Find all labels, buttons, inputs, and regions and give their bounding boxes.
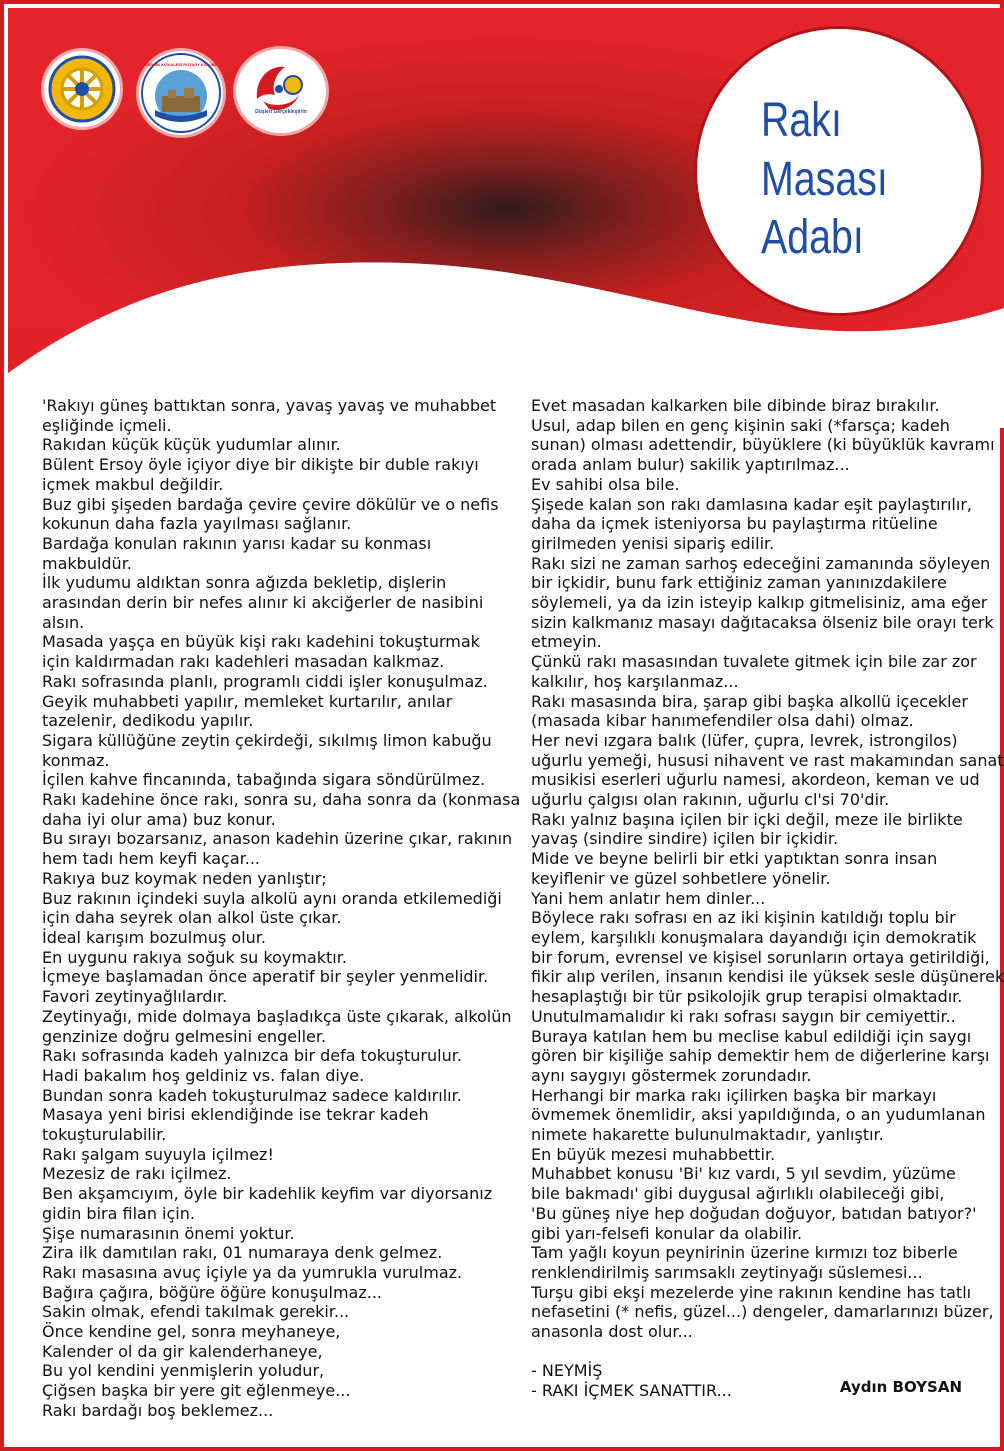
text-line: Buz gibi şişeden bardağa çevire çevire dökülür ve o nefis (42, 494, 499, 514)
text-line: Ben akşamcıyım, öyle bir kadehlik keyfim var diyorsanız (42, 1184, 493, 1204)
text-line: Buraya katılan hem bu meclise kabul edildiği için saygı (531, 1026, 972, 1046)
text-line: Bülent Ersoy öyle içiyor diye bir dikişte bir duble rakıyı (42, 455, 479, 475)
text-line: Muhabbet konusu 'Bi' kız vardı, 5 yıl sevdim, yüzüme (531, 1164, 956, 1184)
text-line: Rakı sofrasında kadeh yalnızca bir defa tokuşturulur. (42, 1046, 462, 1066)
text-line: anasonla dost olur... (531, 1322, 693, 1342)
text-line: sizin kalkmanız masayı dağıtacaksa ölseniz bile orayı terk (531, 612, 994, 632)
text-line: Usul, adap bilen en genç kişinin saki (*farsça; kadeh (531, 415, 950, 435)
text-line: En uygunu rakıya soğuk su koymaktır. (42, 947, 347, 967)
text-line: 'Bu güneş niye hep doğudan doğuyor, batıdan batıyor?' (531, 1203, 977, 1223)
text-line: tokuşturulabilir. (42, 1125, 167, 1145)
text-line: Böylece rakı sofrası en az iki kişinin katıldığı toplu bir (531, 908, 956, 928)
text-line: Bundan sonra kadeh tokuşturulmaz sadece kaldırılır. (42, 1085, 462, 1105)
text-line: Evet masadan kalkarken bile dibinde biraz bırakılır. (531, 396, 940, 415)
text-line: Tam yağlı koyun peynirinin üzerine kırmızı toz biberle (531, 1243, 958, 1263)
text-line: Turşu gibi ekşi mezelerde yine rakının kendine has tatlı (531, 1282, 972, 1302)
text-line: için daha seyrek olan alkol üste çıkar. (42, 908, 342, 928)
text-line: eşliğinde içmeli. (42, 415, 172, 435)
text-line: Çiğsen başka bir yere git eğlenmeye... (42, 1381, 351, 1401)
text-line: sunan) olması adettendir, büyüklere (ki büyüklük kavramı (531, 435, 995, 455)
dreams-logo (236, 49, 326, 133)
text-line: söylemeli, ya da izin isteyip kalkıp gitmelisiniz, ama eğer (531, 593, 988, 613)
text-line: Buz rakının içindeki suyla alkolü aynı oranda etkilemediği (42, 888, 502, 908)
text-line: Mide ve beyne belirli bir etki yaptıktan sonra insan (531, 849, 938, 869)
text-line: eylem, karşılıklı konuşmalara dayandığı için demokratik (531, 927, 977, 947)
text-line: hem tadı hem keyfi kaçar... (42, 849, 261, 869)
text-line: alsın. (42, 612, 85, 632)
text-line: Şişe numarasının önemi yoktur. (42, 1223, 295, 1243)
text-line: Herhangi bir marka rakı içilirken başka bir markayı (531, 1085, 937, 1105)
text-line: Geyik muhabbeti yapılır, memleket kurtarılır, anılar (42, 691, 453, 711)
right-text-column (531, 396, 1004, 1401)
text-line: Hadi bakalım hoş geldiniz vs. falan diye. (42, 1065, 365, 1085)
text-line: Rakıdan küçük küçük yudumlar alınır. (42, 435, 341, 455)
text-line (531, 1342, 981, 1362)
text-line: kokunun daha fazla yayılması sağlanır. (42, 514, 352, 534)
text-line: Mezesiz de rakı içilmez. (42, 1164, 232, 1184)
text-line: Şişede kalan son rakı damlasına kadar eşit paylaştırılır, (531, 494, 972, 514)
text-line: İçilen kahve fincanında, tabağında sigara söndürülmez. (42, 770, 486, 790)
rotary-logo (44, 51, 120, 127)
text-line: girilmeden yenisi sipariş edilir. (531, 533, 775, 553)
text-line: Yani hem anlatır hem dinler... (531, 888, 766, 908)
rotary-wheel-icon (47, 54, 117, 124)
text-line: tazelenir, dedikodu yapılır. (42, 711, 254, 731)
text-line: Ev sahibi olsa bile. (531, 474, 680, 494)
text-line: gidin bira filan için. (42, 1203, 195, 1223)
title-line-2: Masası (760, 153, 888, 206)
text-line: - RAKI İÇMEK SANATTIR... (531, 1381, 732, 1401)
text-line: bile bakmadı' gibi duygusal ağırlıklı olabileceği gibi, (531, 1184, 945, 1204)
text-line: musikisi eserleri uğurlu namesi, akordeon, keman ve ud (531, 770, 980, 790)
left-text-column (42, 396, 521, 1421)
text-line: Her nevi ızgara balık (lüfer, çupra, levrek, istrongilos) (531, 730, 958, 750)
text-line: - NEYMİŞ (531, 1361, 603, 1381)
dreams-caption: Düşleri Gerçekleştirin (255, 109, 307, 115)
text-line: uğurlu çalgısı olan rakının, uğurlu cl'si 70'dir. (531, 790, 890, 810)
text-line: Rakı kadehine önce rakı, sonra su, daha sonra da (konmasa (42, 790, 521, 810)
text-line: Zira ilk damıtılan rakı, 01 numaraya denk gelmez. (42, 1243, 443, 1263)
title-circle (694, 26, 984, 316)
text-line: için kaldırmadan rakı kadehleri masadan kalkmaz. (42, 652, 445, 672)
text-line: fikir alıp verilen, insanın kendisi ile yüksek sesle düşünerek (531, 967, 1004, 987)
text-line: İçmeye başlamadan önce aperatif bir şeyler yenmelidir. (42, 967, 489, 987)
text-line: arasından derin bir nefes alınır ki akciğerler de nasibini (42, 593, 484, 613)
text-line: içmek makbul değildir. (42, 474, 224, 494)
title-line-3: Adabı (760, 211, 864, 264)
text-line: Çünkü rakı masasından tuvalete gitmek için bile zar zor (531, 652, 977, 672)
text-line: Kalender ol da gir kalenderhaneye, (42, 1341, 323, 1361)
author-signature: Aydın BOYSAN (839, 1378, 962, 1396)
text-line: yavaş (sindire sindire) içilen bir içkidir. (531, 829, 839, 849)
text-line: Sigara küllüğüne zeytin çekirdeği, sıkılmış limon kabuğu (42, 730, 492, 750)
text-line: orada anlam bulur) sakilik yaptırılmaz... (531, 455, 850, 475)
title-line-1: Rakı (760, 94, 842, 147)
text-line: 'Rakıyı güneş battıktan sonra, yavaş yavaş ve muhabbet (42, 396, 497, 415)
text-line: hesaplaştığı bir tür psikolojik grup terapisi olmaktadır. (531, 987, 963, 1007)
text-line: Zeytinyağı, mide dolmaya başladıkça üste çıkarak, alkolün (42, 1006, 512, 1026)
text-line: makbuldür. (42, 553, 132, 573)
text-line: gibi yarı-felsefi konular da olabilir. (531, 1223, 803, 1243)
text-line: Bağıra çağıra, böğüre öğüre konuşulmaz... (42, 1282, 382, 1302)
text-line: bir forum, evrensel ve kişisel sorunların ortaya getirildiği, (531, 947, 990, 967)
text-line: övmemek önemlidir, aksi yapıldığında, o an yudumlanan (531, 1105, 986, 1125)
text-line: Rakı şalgam suyuyla içilmez! (42, 1144, 274, 1164)
text-line: Rakı sofrasında planlı, programlı ciddi işler konuşulmaz. (42, 671, 488, 691)
text-line: Masada yaşça en büyük kişi rakı kadehini tokuşturmak (42, 632, 480, 652)
text-line: daha iyi olur ama) buz konur. (42, 809, 276, 829)
text-line: genzinize doğru gelmesini engeller. (42, 1026, 327, 1046)
text-line: Rakıya buz koymak neden yanlıştır; (42, 868, 327, 888)
text-line: Unutulmamalıdır ki rakı sofrası saygın bir cemiyettir.. (531, 1006, 956, 1026)
text-line: Masaya yeni birisi eklendiğinde ise tekrar kadeh (42, 1105, 429, 1125)
text-line: Bu sırayı bozarsanız, anason kadehin üzerine çıkar, rakının (42, 829, 513, 849)
text-line: nefasetini (* nefis, güzel...) dengeler, damarlarınızı büzer, (531, 1302, 994, 1322)
text-line: İlk yudumu aldıktan sonra ağızda bekletip, dişlerin (42, 573, 447, 593)
text-line: Rakı bardağı boş beklemez... (42, 1400, 274, 1420)
text-line: İdeal karışım bozulmuş olur. (42, 927, 266, 947)
text-line: bir içkidir, bunu fark ettiğiniz zaman yanınızdakilere (531, 573, 947, 593)
text-line: etmeyin. (531, 632, 602, 652)
text-line: konmaz. (42, 750, 110, 770)
text-line: En büyük mezesi muhabbettir. (531, 1144, 776, 1164)
text-line: kalkılır, hoş karşılanmaz... (531, 671, 739, 691)
text-line: Rakı masasında bira, şarap gibi başka alkollü içecekler (531, 691, 968, 711)
text-line: uğurlu yemeği, hususi nihavent ve rast makamından sanat (531, 750, 1004, 770)
text-line: Rakı yalnız başına içilen bir içki değil, meze ile birlikte (531, 809, 963, 829)
club-name: MERSİN KIZKALESİ ROTARY KULÜBÜ (144, 62, 218, 67)
text-line: gören bir kişiliğe sahip demektir hem de diğerlerine karşı (531, 1046, 990, 1066)
text-line: Rakı sizi ne zaman sarhoş edeceğini zamanında söyleyen (531, 553, 991, 573)
text-line: keyiflenir ve güzel sohbetlere yönelir. (531, 868, 831, 888)
text-line: Önce kendine gel, sonra meyhaneye, (42, 1322, 341, 1342)
text-line: Rakı masasına avuç içiyle ya da yumrukla vurulmaz. (42, 1262, 463, 1282)
text-line: (masada kibar hanımefendiler olsa dahi) olmaz. (531, 711, 914, 731)
text-line: Bardağa konulan rakının yarısı kadar su konması (42, 533, 432, 553)
text-line: Sakin olmak, efendi takılmak gerekir... (42, 1302, 350, 1322)
text-line: aynı saygıyı göstermek zorundadır. (531, 1065, 812, 1085)
text-line: renklendirilmiş sarımsaklı zeytinyağı süslemesi... (531, 1262, 923, 1282)
text-line: Bu yol kendini yenmişlerin yoludur, (42, 1361, 325, 1381)
text-line: nimete hakarette bulunulmaktadır, yanlıştır. (531, 1125, 884, 1145)
text-line: Favori zeytinyağlılardır. (42, 987, 228, 1007)
text-line: daha da içmek isteniyorsa bu paylaştırma ritüeline (531, 514, 938, 534)
